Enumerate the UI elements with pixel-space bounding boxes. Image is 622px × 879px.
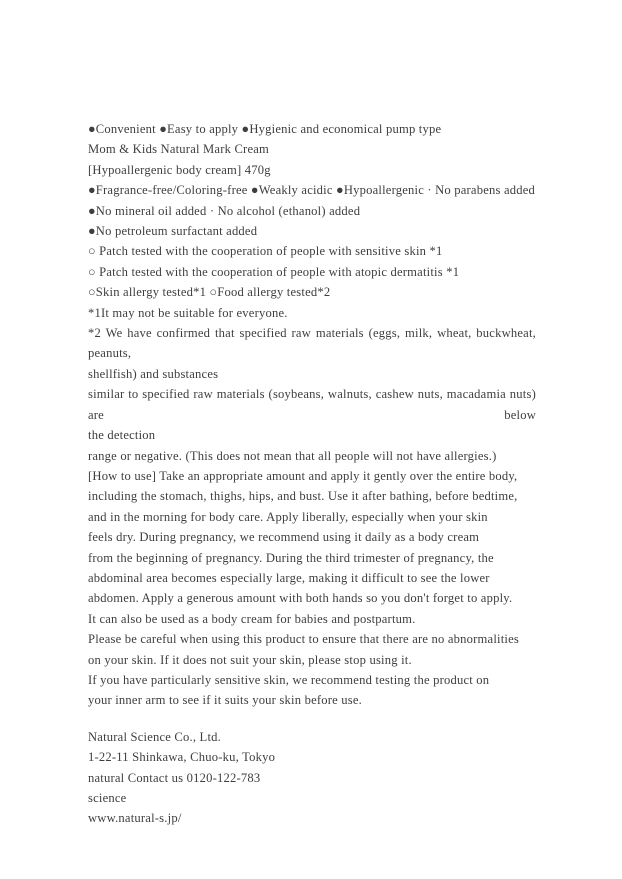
footnote-1: *1It may not be suitable for everyone.	[88, 305, 288, 320]
footnote-2-line-3: similar to specified raw materials (soybeans, walnuts, cashew nuts, macadamia nuts) are below	[88, 387, 536, 422]
website-url: www.natural-s.jp/	[88, 811, 182, 826]
feature-line-1: ●Fragrance-free/Coloring-free ●Weakly acidic ●Hypoallergenic · No parabens added	[88, 183, 536, 198]
caution-line-3: If you have particularly sensitive skin, we recommend testing the product on	[88, 672, 490, 687]
how-to-use-line-3: and in the morning for body care. Apply liberally, especially when your skin	[88, 509, 488, 524]
document-page	[88, 119, 536, 829]
company-address: 1-22-11 Shinkawa, Chuo-ku, Tokyo	[88, 750, 276, 765]
footnote-2-line-5: range or negative. (This does not mean that all people will not have allergies.)	[88, 448, 497, 463]
company-name: Natural Science Co., Ltd.	[88, 729, 221, 744]
product-name: Mom & Kids Natural Mark Cream	[88, 142, 270, 157]
patch-test-line-2: ○ Patch tested with the cooperation of people with atopic dermatitis *1	[88, 264, 460, 279]
how-to-use-line-7: abdomen. Apply a generous amount with both hands so you don't forget to apply.	[88, 591, 513, 606]
how-to-use-line-6: abdominal area becomes especially large, making it difficult to see the lower	[88, 570, 490, 585]
contact-line: natural Contact us 0120-122-783	[88, 770, 261, 785]
brand-line: science	[88, 791, 127, 805]
feature-line-3: ●No petroleum surfactant added	[88, 224, 258, 239]
caution-line-4: your inner arm to see if it suits your skin before use.	[88, 693, 363, 708]
how-to-use-line-2: including the stomach, thighs, hips, and bust. Use it after bathing, before bedtime,	[88, 489, 518, 504]
product-spec: [Hypoallergenic body cream] 470g	[88, 162, 271, 177]
caution-line-1: Please be careful when using this product to ensure that there are no abnormalities	[88, 632, 520, 647]
blank-line	[88, 711, 536, 727]
how-to-use-line-1: [How to use] Take an appropriate amount and apply it gently over the entire body,	[88, 468, 518, 483]
how-to-use-line-5: from the beginning of pregnancy. During the third trimester of pregnancy, the	[88, 550, 494, 565]
footnote-2-line-1: *2 We have confirmed that specified raw materials (eggs, milk, wheat, buckwheat, peanuts,	[88, 326, 536, 361]
footnote-2-line-4: the detection	[88, 428, 156, 443]
caution-line-2: on your skin. If it does not suit your skin, please stop using it.	[88, 652, 412, 667]
how-to-use-line-8: It can also be used as a body cream for babies and postpartum.	[88, 611, 416, 626]
footnote-2-line-2: shellfish) and substances	[88, 366, 219, 381]
product-features-line: ●Convenient ●Easy to apply ●Hygienic and economical pump type	[88, 122, 442, 136]
allergy-test-line: ○Skin allergy tested*1 ○Food allergy tested*2	[88, 285, 331, 300]
patch-test-line-1: ○ Patch tested with the cooperation of people with sensitive skin *1	[88, 244, 443, 259]
feature-line-2: ●No mineral oil added · No alcohol (ethanol) added	[88, 203, 361, 218]
how-to-use-line-4: feels dry. During pregnancy, we recommend using it daily as a body cream	[88, 530, 480, 545]
